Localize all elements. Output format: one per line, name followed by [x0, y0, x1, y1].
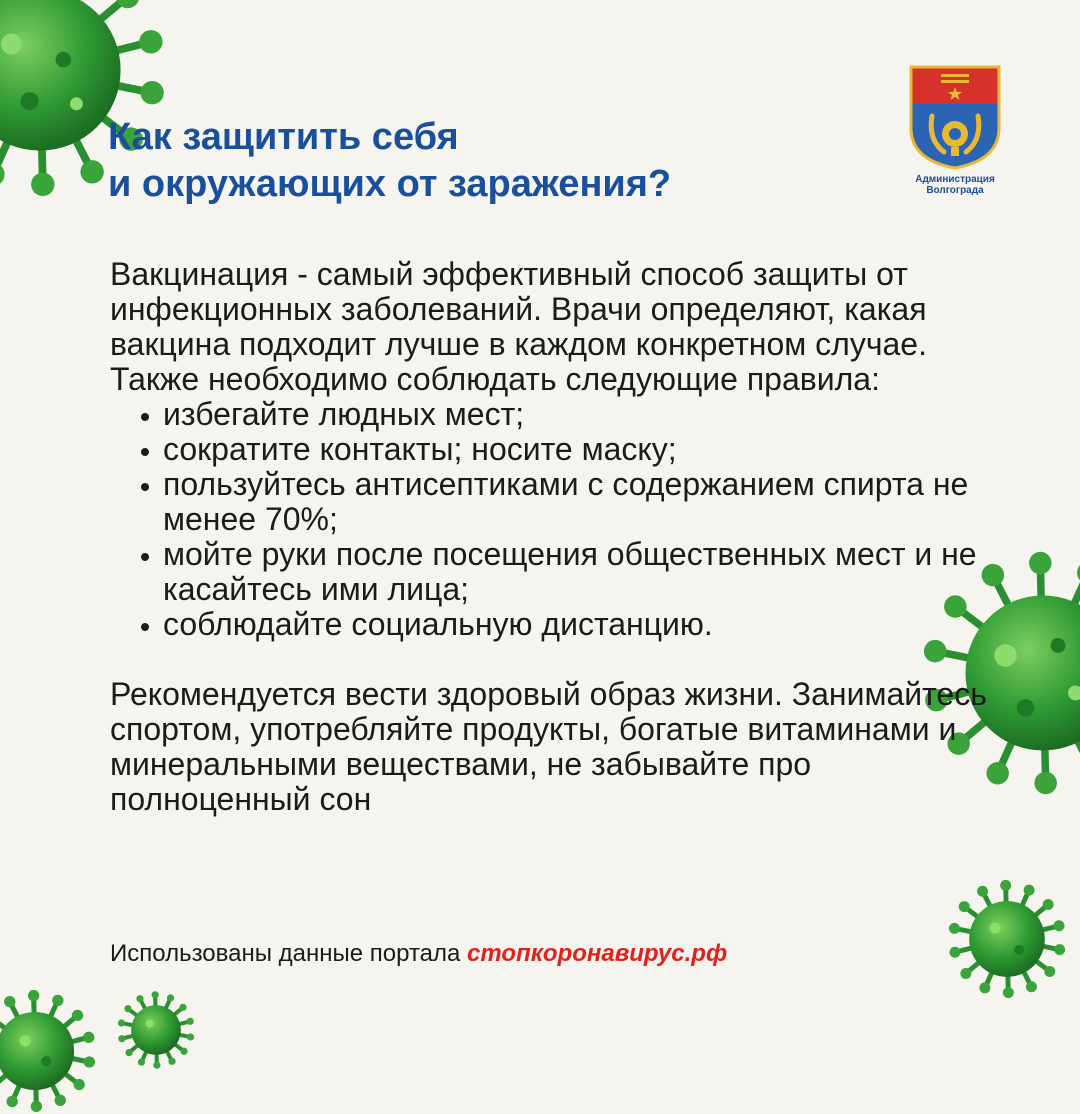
list-item: соблюдайте социальную дистанцию. — [110, 607, 990, 642]
main-content — [110, 257, 990, 817]
intro-paragraph: Вакцинация - самый эффективный способ защиты от инфекционных заболеваний. Врачи определяют, какая вакцина подходит лучше в каждом конкретном случае. Также необходимо соблюдать следующие правила: — [110, 257, 990, 397]
page-title-line-1: Как защитить себя — [108, 114, 671, 161]
list-item: мойте руки после посещения общественных мест и не касайтесь ими лица; — [110, 537, 990, 607]
administration-emblem — [902, 64, 1008, 204]
coat-of-arms-icon — [908, 64, 1002, 170]
rules-list — [110, 397, 990, 642]
list-item: сократите контакты; носите маску; — [110, 432, 990, 467]
healthy-lifestyle-paragraph: Рекомендуется вести здоровый образ жизни. Занимайтесь спортом, употребляйте продукты, богатые витаминами и минеральными веществами, не забывайте про полноценный сон — [110, 677, 990, 817]
page-title — [108, 114, 671, 208]
emblem-caption-line-2: Волгограда — [902, 185, 1008, 196]
virus-icon — [946, 878, 1068, 1000]
emblem-caption-line-1: Администрация — [902, 174, 1008, 185]
list-item: пользуйтесь антисептиками с содержанием спирта не менее 70%; — [110, 467, 990, 537]
source-note — [110, 937, 727, 971]
source-note-prefix: Использованы данные портала — [110, 940, 460, 967]
portal-link[interactable]: стопкоронавирус.рф — [467, 940, 727, 967]
page-title-line-2: и окружающих от заражения? — [108, 161, 671, 208]
list-item: избегайте людных мест; — [110, 397, 990, 432]
virus-icon — [0, 988, 98, 1114]
emblem-caption — [902, 174, 1008, 196]
virus-icon — [116, 990, 196, 1070]
